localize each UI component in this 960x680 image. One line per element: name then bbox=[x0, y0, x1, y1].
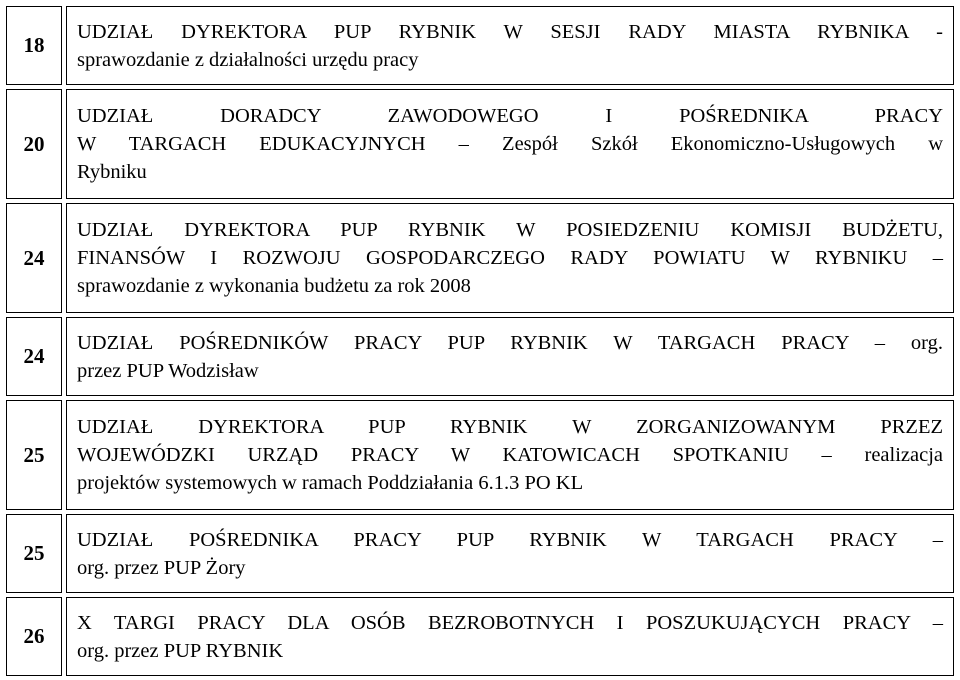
page-number: 26 bbox=[6, 597, 62, 676]
description-line: UDZIAŁ DORADCY ZAWODOWEGO I POŚREDNIKA PRACY bbox=[77, 105, 943, 127]
page-number: 24 bbox=[6, 317, 62, 396]
description-line: org. przez PUP RYBNIK bbox=[77, 639, 284, 662]
item-description bbox=[66, 89, 954, 199]
description-line: sprawozdanie z działalności urzędu pracy bbox=[77, 48, 419, 71]
item-description bbox=[66, 6, 954, 85]
description-line: org. przez PUP Żory bbox=[77, 556, 246, 579]
description-line: UDZIAŁ DYREKTORA PUP RYBNIK W SESJI RADY MIASTA RYBNIKA - bbox=[77, 20, 943, 43]
item-description bbox=[66, 317, 954, 396]
page-number: 25 bbox=[6, 514, 62, 593]
description-line: UDZIAŁ DYREKTORA PUP RYBNIK W ZORGANIZOWANYM PRZEZ bbox=[77, 416, 943, 438]
description-line: UDZIAŁ DYREKTORA PUP RYBNIK W POSIEDZENIU KOMISJI BUDŻETU, bbox=[77, 219, 943, 241]
item-description bbox=[66, 597, 954, 676]
agenda-table bbox=[2, 2, 958, 680]
description-line: UDZIAŁ POŚREDNIKA PRACY PUP RYBNIK W TARGACH PRACY – bbox=[77, 528, 943, 551]
table-row bbox=[6, 317, 954, 396]
page-number: 25 bbox=[6, 400, 62, 510]
table-row bbox=[6, 514, 954, 593]
item-description bbox=[66, 400, 954, 510]
description-line: sprawozdanie z wykonania budżetu za rok 2008 bbox=[77, 275, 471, 297]
description-line: X TARGI PRACY DLA OSÓB BEZROBOTNYCH I POSZUKUJĄCYCH PRACY – bbox=[77, 611, 943, 634]
description-line: Rybniku bbox=[77, 161, 147, 183]
description-line: W TARGACH EDUKACYJNYCH – Zespół Szkół Ekonomiczno-Usługowych w bbox=[77, 133, 943, 155]
table-row bbox=[6, 400, 954, 510]
page-number: 24 bbox=[6, 203, 62, 313]
page-number: 18 bbox=[6, 6, 62, 85]
item-description bbox=[66, 203, 954, 313]
description-line: WOJEWÓDZKI URZĄD PRACY W KATOWICACH SPOTKANIU – realizacja bbox=[77, 444, 943, 466]
description-line: przez PUP Wodzisław bbox=[77, 359, 259, 382]
description-line: FINANSÓW I ROZWOJU GOSPODARCZEGO RADY POWIATU W RYBNIKU – bbox=[77, 247, 943, 269]
page-number: 20 bbox=[6, 89, 62, 199]
table-row bbox=[6, 6, 954, 85]
table-row bbox=[6, 597, 954, 676]
table-row bbox=[6, 203, 954, 313]
table-row bbox=[6, 89, 954, 199]
item-description bbox=[66, 514, 954, 593]
description-line: UDZIAŁ POŚREDNIKÓW PRACY PUP RYBNIK W TARGACH PRACY – org. bbox=[77, 331, 943, 354]
description-line: projektów systemowych w ramach Poddziałania 6.1.3 PO KL bbox=[77, 472, 584, 494]
